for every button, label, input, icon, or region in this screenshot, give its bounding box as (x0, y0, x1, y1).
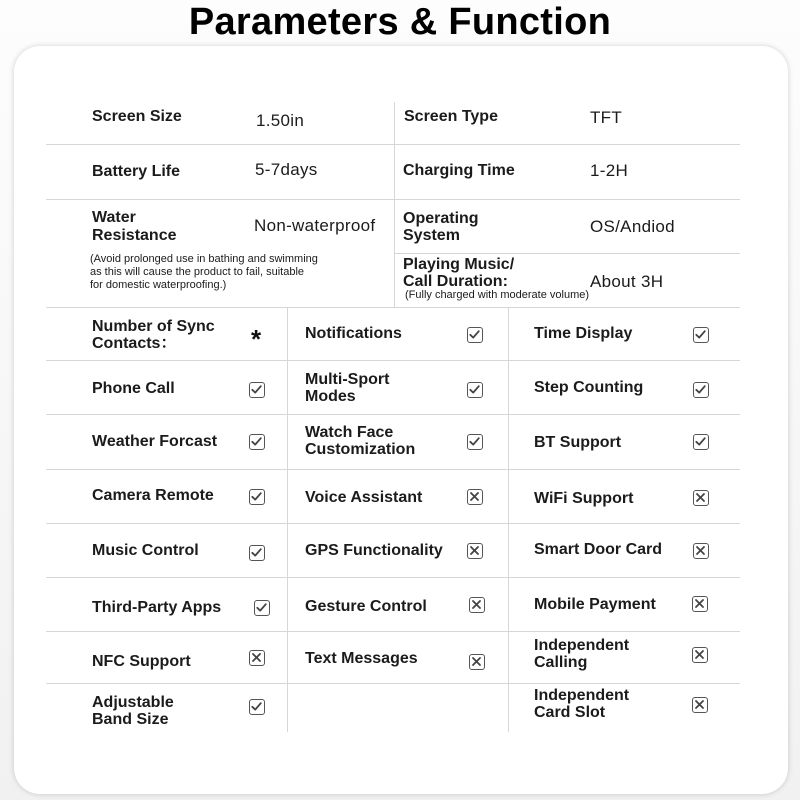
cross-box-icon (467, 543, 483, 559)
cross-box-icon (693, 490, 709, 506)
cross-box-icon (467, 489, 483, 505)
music-duration-value: About 3H (590, 272, 664, 291)
check-box-icon (249, 489, 265, 505)
battery-life-label: Battery Life (92, 163, 181, 180)
check-box-icon (693, 327, 709, 343)
cross-box-icon (693, 543, 709, 559)
check-box-icon (249, 434, 265, 450)
cross-box-icon (469, 597, 485, 613)
divider (46, 683, 740, 684)
water-note: as this will cause the product to fail, suitable (90, 266, 305, 278)
multi-sport-label: Modes (305, 388, 356, 405)
divider (46, 469, 740, 470)
divider (394, 102, 395, 307)
camera-remote-label: Camera Remote (92, 487, 214, 504)
page-title: Parameters & Function (188, 1, 612, 43)
nfc-support-label: NFC Support (92, 653, 191, 670)
divider (46, 414, 740, 415)
check-box-icon (249, 382, 265, 398)
screen-type-label: Screen Type (404, 108, 498, 125)
screen-size-value: 1.50in (256, 111, 305, 130)
check-box-icon (467, 434, 483, 450)
sync-contacts-asterisk: * (251, 324, 262, 354)
text-messages-label: Text Messages (305, 650, 418, 667)
check-box-icon (254, 600, 270, 616)
check-box-icon (249, 699, 265, 715)
independent-card-slot-label: Independent (534, 687, 630, 704)
divider (46, 307, 740, 308)
time-display-label: Time Display (534, 325, 633, 342)
cross-box-icon (249, 650, 265, 666)
water-resistance-value: Non-waterproof (254, 216, 376, 235)
screen-type-value: TFT (590, 108, 623, 127)
cross-box-icon (692, 647, 708, 663)
watch-face-label: Watch Face (305, 424, 394, 441)
divider (508, 308, 509, 732)
bt-support-label: BT Support (534, 434, 622, 451)
divider (394, 253, 740, 254)
music-duration-label: Call Duration: (403, 273, 508, 290)
water-note: for domestic waterproofing.) (90, 279, 227, 291)
gps-label: GPS Functionality (305, 542, 443, 559)
multi-sport-label: Multi-Sport (305, 371, 390, 388)
music-duration-note: (Fully charged with moderate volume) (405, 289, 590, 301)
mobile-payment-label: Mobile Payment (534, 596, 656, 613)
charging-time-value: 1-2H (590, 161, 629, 180)
wifi-support-label: WiFi Support (534, 490, 634, 507)
independent-calling-label: Calling (534, 654, 588, 671)
divider (46, 631, 740, 632)
divider (46, 577, 740, 578)
music-duration-label: Playing Music/ (403, 256, 515, 273)
check-box-icon (467, 327, 483, 343)
adjustable-band-label: Adjustable (92, 694, 174, 711)
spec-card (14, 46, 788, 794)
divider (46, 523, 740, 524)
sync-contacts-label: Number of Sync (92, 318, 215, 335)
os-label: System (403, 227, 460, 244)
divider (46, 144, 740, 145)
water-resistance-label: Water (92, 209, 136, 226)
smart-door-card-label: Smart Door Card (534, 541, 663, 558)
divider (46, 360, 740, 361)
cross-box-icon (692, 697, 708, 713)
divider (287, 308, 288, 732)
screen-size-label: Screen Size (92, 108, 182, 125)
voice-assistant-label: Voice Assistant (305, 489, 423, 506)
watch-face-label: Customization (305, 441, 416, 458)
os-label: Operating (403, 210, 479, 227)
notifications-label: Notifications (305, 325, 402, 342)
water-note: (Avoid prolonged use in bathing and swimming (90, 253, 318, 265)
check-box-icon (693, 382, 709, 398)
os-value: OS/Andiod (590, 217, 675, 236)
charging-time-label: Charging Time (403, 162, 515, 179)
check-box-icon (693, 434, 709, 450)
check-box-icon (249, 545, 265, 561)
divider (46, 199, 740, 200)
independent-calling-label: Independent (534, 637, 630, 654)
weather-forcast-label: Weather Forcast (92, 433, 218, 450)
phone-call-label: Phone Call (92, 380, 175, 397)
water-resistance-label: Resistance (92, 227, 177, 244)
cross-box-icon (692, 596, 708, 612)
music-control-label: Music Control (92, 542, 199, 559)
sync-contacts-label: Contacts： (92, 335, 177, 352)
check-box-icon (467, 382, 483, 398)
cross-box-icon (469, 654, 485, 670)
independent-card-slot-label: Card Slot (534, 704, 606, 721)
gesture-control-label: Gesture Control (305, 598, 427, 615)
adjustable-band-label: Band Size (92, 711, 169, 728)
step-counting-label: Step Counting (534, 379, 644, 396)
battery-life-value: 5-7days (255, 160, 318, 179)
third-party-apps-label: Third-Party Apps (92, 599, 222, 616)
